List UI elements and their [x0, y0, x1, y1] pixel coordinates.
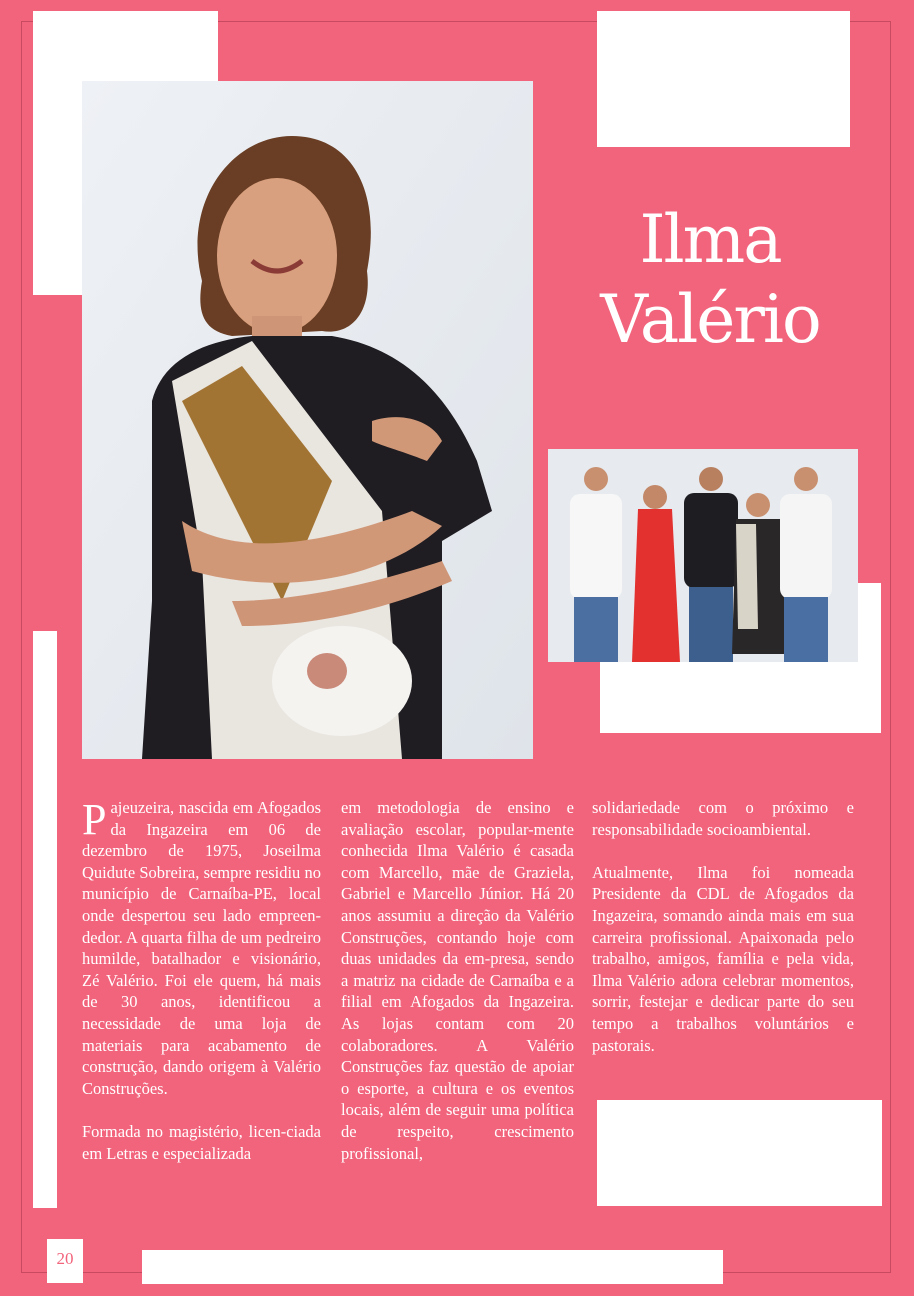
paragraph-text: ajeuzeira, nascida em Afogados da Ingazeira em 06 de dezembro de 1975, Joseilma Quidute Sobreira, sempre residiu no município de Carnaíba-PE, local onde despertou seu lado empreen-dedor. A quarta filha de um pedreiro humilde, batalhador e visionário, Zé Valério. Foi ele quem, há mais de 30 anos, identificou a necessidade de uma loja de materiais para acabamento de construção, dando origem à Valério Construções. [82, 798, 321, 1098]
article-column-1 [82, 797, 321, 1186]
decor-block-bottom-right [597, 1100, 882, 1206]
family-illustration [548, 449, 858, 662]
page-number: 20 [56, 1249, 74, 1268]
article-paragraph: Formada no magistério, licen-ciada em Letras e especializada [82, 1121, 321, 1163]
family-photo [548, 449, 858, 662]
article-paragraph: solidariedade com o próximo e responsabilidade socioambiental. [592, 798, 854, 839]
decor-block-top-right [597, 11, 850, 147]
article-paragraph: em metodologia de ensino e avaliação escolar, popular-mente conhecida Ilma Valério é casada com Marcello, mãe de Graziela, Gabriel e Marcello Júnior. Há 20 anos assumiu a direção da Valério Construções, contando hoje com duas unidades da em-presa, sendo a matriz na cidade de Carnaíba e a filial em Afogados da Ingazeira. As lojas contam com 20 colaboradores. A Valério Construções faz questão de apoiar o esporte, a cultura e os eventos locais, além de seguir uma política de respeito, crescimento profissional, [341, 798, 574, 1163]
article-paragraph: Atualmente, Ilma foi nomeada Presidente da CDL de Afogados da Ingazeira, somando ainda mais em sua carreira profissional. Apaixonada pelo trabalho, amigos, família e pela vida, Ilma Valério adora celebrar momentos, sorrir, festejar e dedicar parte do seu tempo a trabalhos voluntários e pastorais. [592, 862, 854, 1055]
article-title [560, 200, 860, 360]
decor-block-left-strip [33, 631, 57, 1208]
article-paragraph [82, 797, 321, 1099]
drop-cap: P [82, 795, 107, 844]
article-column-3 [592, 797, 854, 1078]
portrait-illustration [82, 81, 533, 759]
title-line-2: Valério [600, 281, 820, 358]
page-number-box [47, 1239, 83, 1283]
decor-block-footer [142, 1250, 723, 1284]
portrait-photo [82, 81, 533, 759]
article-column-2 [341, 797, 574, 1186]
title-line-1: Ilma [639, 201, 781, 278]
